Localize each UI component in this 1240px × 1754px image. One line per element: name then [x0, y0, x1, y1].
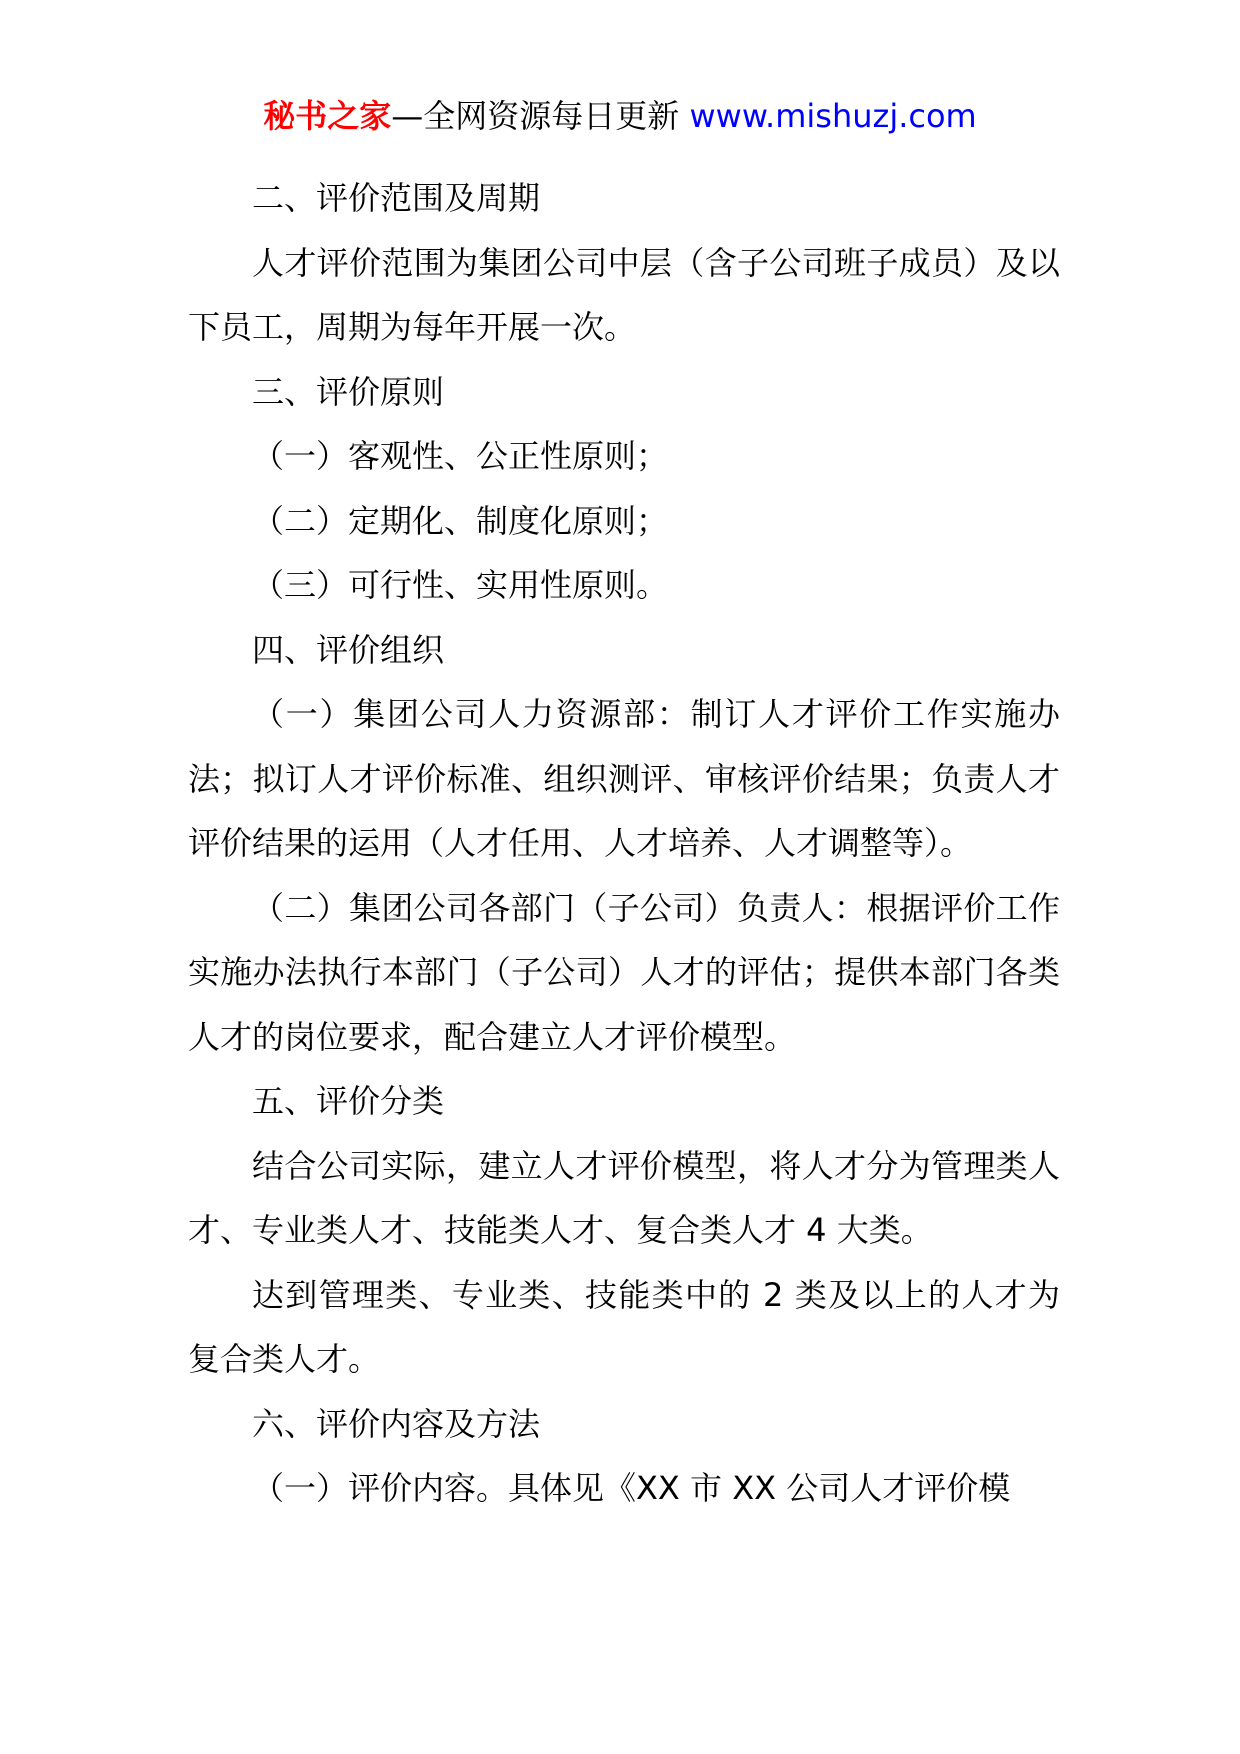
document-body — [188, 166, 1060, 1521]
site-header — [0, 96, 1240, 136]
paragraph: 人才评价范围为集团公司中层（含子公司班子成员）及以下员工，周期为每年开展一次。 — [188, 243, 1060, 346]
header-tagline: —全网资源每日更新 — [391, 97, 690, 135]
paragraph: 结合公司实际，建立人才评价模型，将人才分为管理类人才、专业类人才、技能类人才、复合类人才 4 大类。 — [188, 1146, 1060, 1249]
section-heading: 三、评价原则 — [252, 372, 445, 411]
list-item: （一）客观性、公正性原则； — [252, 437, 669, 475]
site-url-link[interactable]: www.mishuzj.com — [689, 97, 977, 135]
paragraph: （一）评价内容。具体见《XX 市 XX 公司人才评价模 — [252, 1469, 1011, 1507]
section-heading: 五、评价分类 — [252, 1082, 445, 1120]
section-heading: 四、评价组织 — [252, 630, 445, 669]
paragraph: （二）集团公司各部门（子公司）负责人：根据评价工作实施办法执行本部门（子公司）人才的评估；提供本部门各类人才的岗位要求，配合建立人才评价模型。 — [188, 888, 1060, 1056]
list-item: （三）可行性、实用性原则。 — [252, 566, 669, 604]
section-heading: 六、评价内容及方法 — [252, 1404, 541, 1443]
paragraph: （一）集团公司人力资源部：制订人才评价工作实施办法；拟订人才评价标准、组织测评、审核评价结果；负责人才评价结果的运用（人才任用、人才培养、人才调整等）。 — [188, 695, 1060, 862]
brand-name: 秘书之家 — [263, 97, 392, 135]
paragraph: 达到管理类、专业类、技能类中的 2 类及以上的人才为复合类人才。 — [188, 1275, 1060, 1378]
list-item: （二）定期化、制度化原则； — [252, 501, 669, 540]
section-heading: 二、评价范围及周期 — [252, 179, 541, 217]
